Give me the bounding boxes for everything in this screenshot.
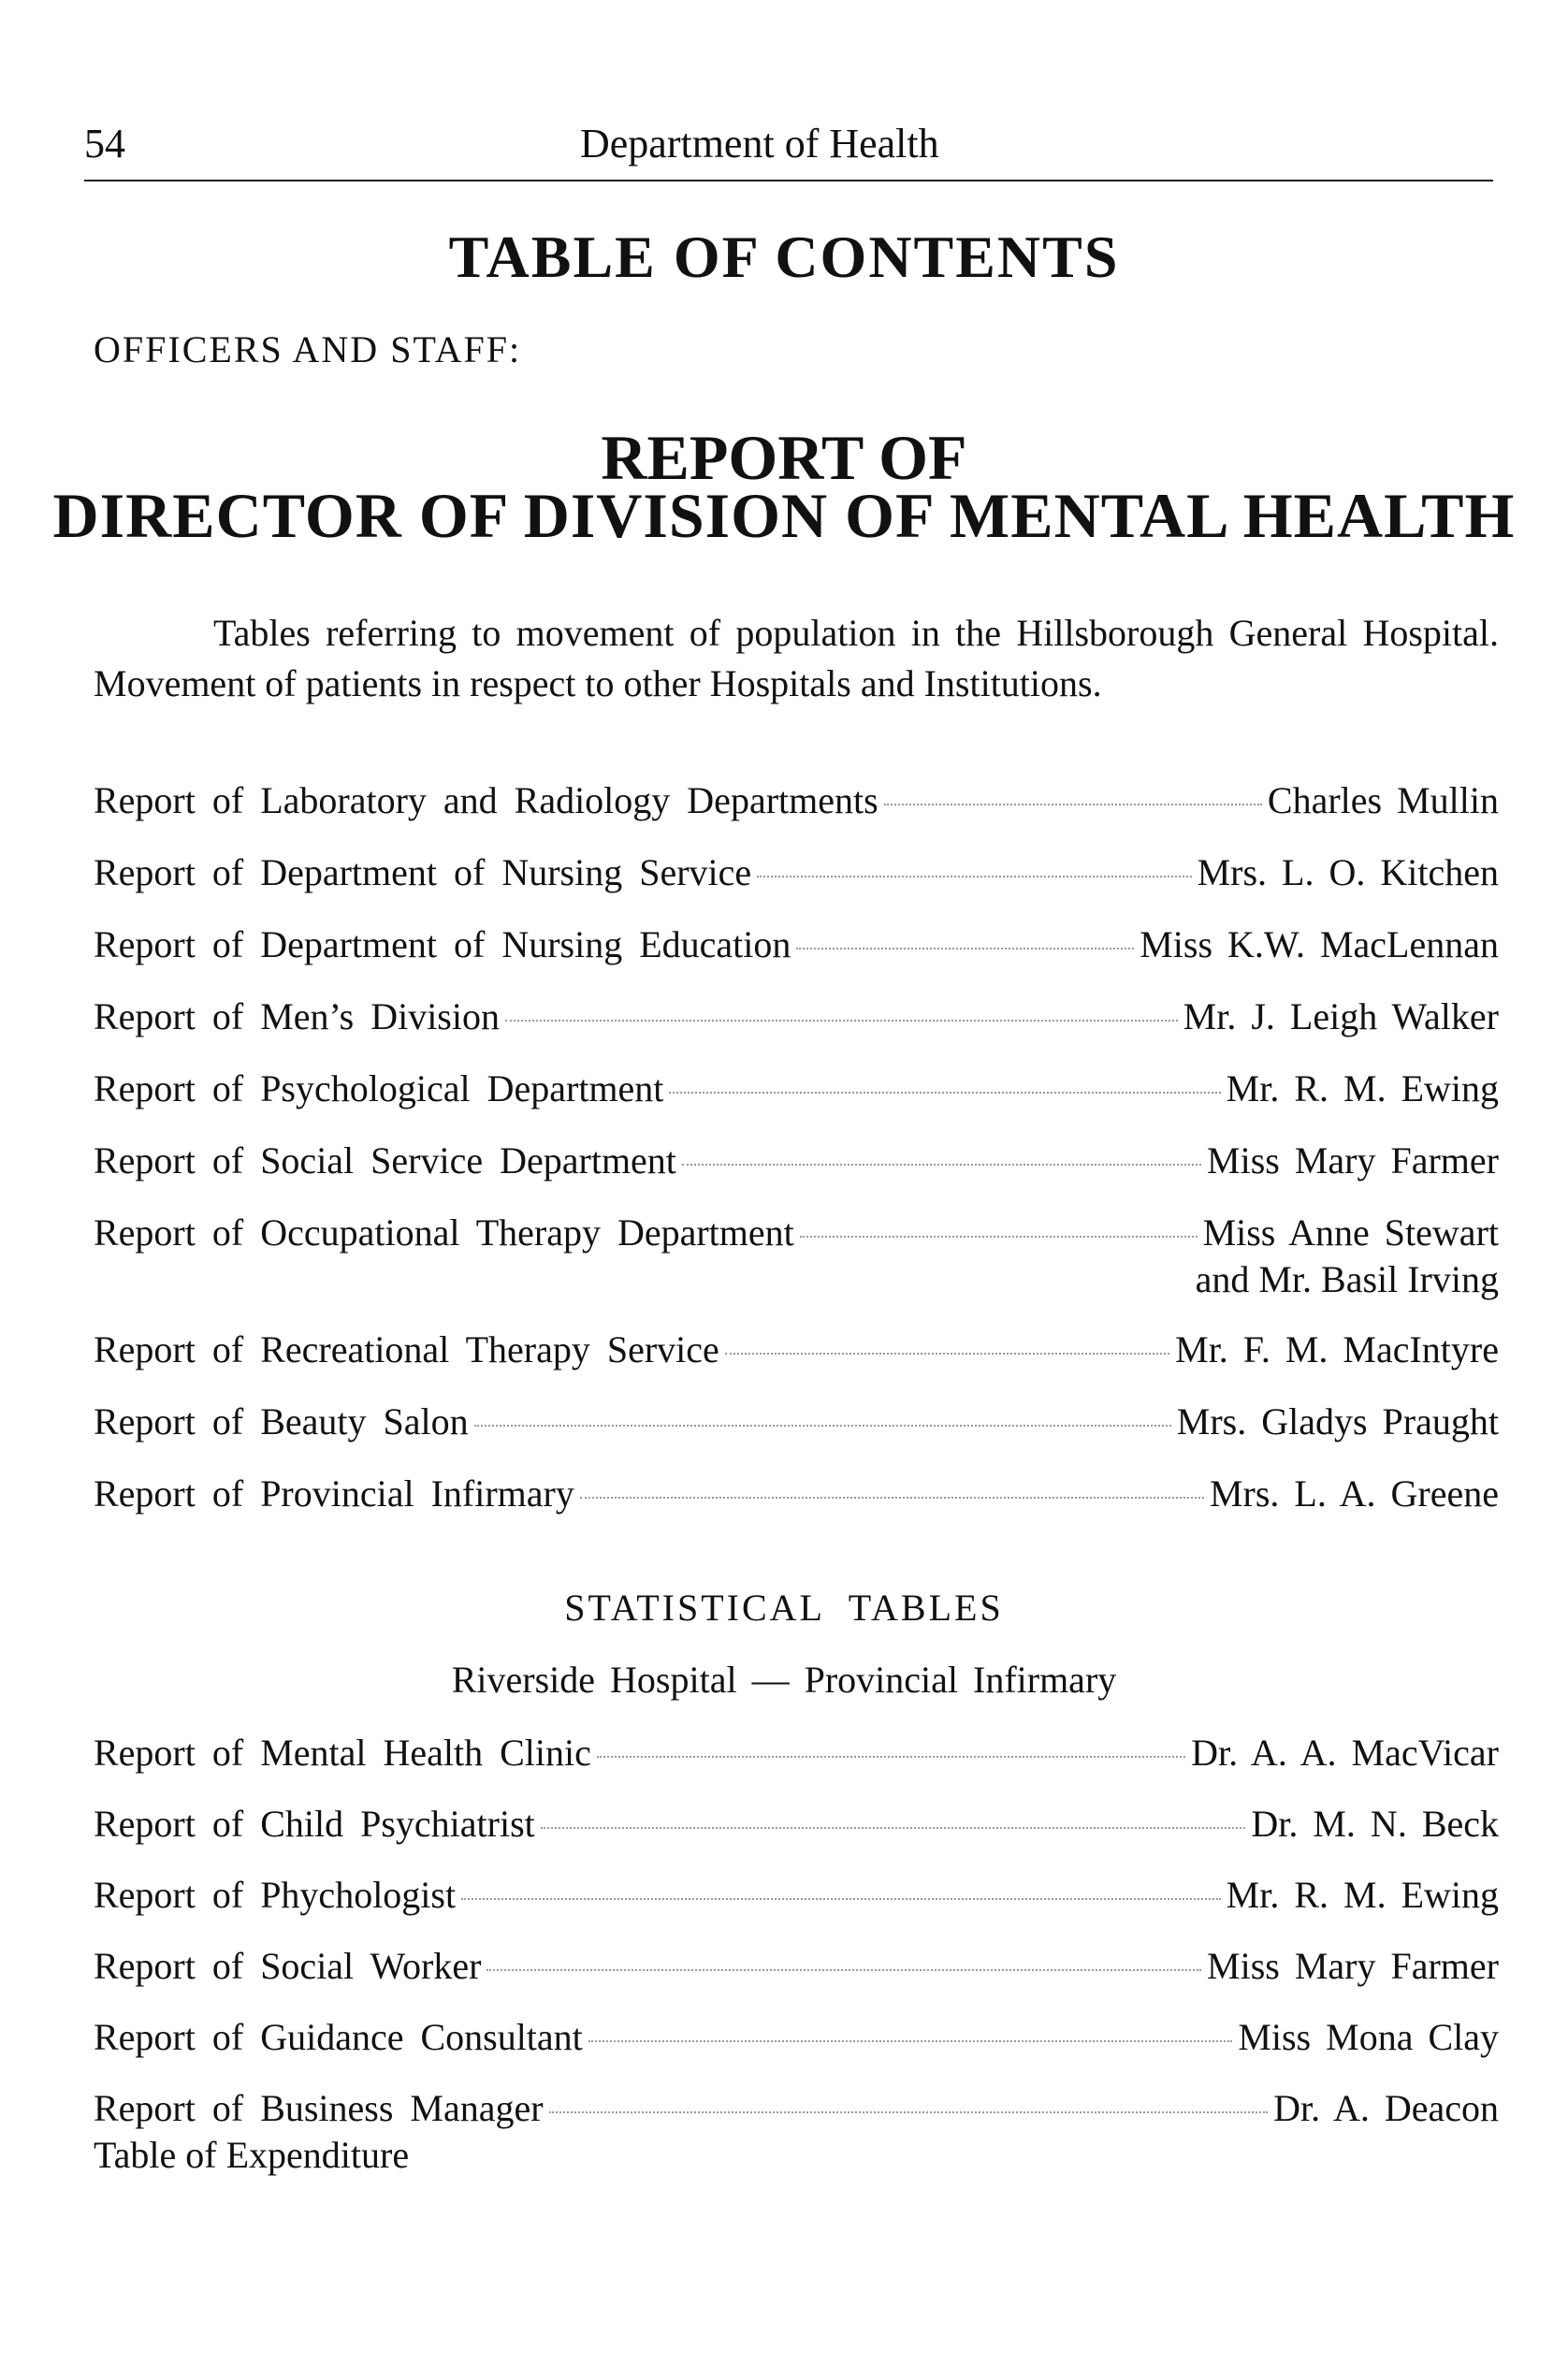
entry-author: Miss Mona Clay: [1238, 2016, 1499, 2058]
statistical-reports-list: [94, 1729, 1499, 2178]
entry-title: Report of Mental Health Clinic: [94, 1732, 591, 1774]
entry-author: Mrs. L. A. Greene: [1209, 1472, 1499, 1515]
intro-text: Tables referring to movement of population in the Hillsborough General Hospital. Movement of patients in respect to other Hospitals and Institutions.: [94, 612, 1499, 704]
toc-title: TABLE OF CONTENTS: [448, 224, 1120, 290]
entry-author: Charles Mullin: [1267, 779, 1499, 821]
entry-author: Miss Mary Farmer: [1207, 1945, 1499, 1987]
dot-leader: [757, 876, 1191, 877]
dot-leader: [474, 1425, 1171, 1427]
entry-title: Report of Laboratory and Radiology Departments: [94, 779, 878, 821]
dot-leader: [796, 948, 1134, 950]
entry-author: Dr. M. N. Beck: [1251, 1803, 1499, 1845]
entry-author: Miss Mary Farmer: [1207, 1139, 1499, 1182]
entry-author: Mrs. L. O. Kitchen: [1197, 851, 1499, 893]
entry-title: Report of Men’s Division: [94, 995, 500, 1037]
entry-title: Report of Social Worker: [94, 1945, 482, 1987]
entry-title: Report of Provincial Infirmary: [94, 1472, 574, 1515]
toc-entry: [94, 776, 1499, 825]
toc-entry: [94, 1065, 1499, 1113]
report-heading-line1: REPORT OF: [601, 422, 967, 493]
table-of-expenditure: Table of Expenditure: [94, 2134, 410, 2176]
entry-author: Dr. A. A. MacVicar: [1191, 1732, 1499, 1774]
dot-leader: [549, 2111, 1269, 2113]
dot-leader: [541, 1827, 1246, 1829]
toc-entry: [94, 993, 1499, 1041]
entry-title: Report of Beauty Salon: [94, 1400, 469, 1443]
toc-entry: [94, 2013, 1499, 2062]
dot-leader: [669, 1092, 1220, 1094]
toc-entry: [94, 1942, 1499, 1991]
entry-author: Mr. R. M. Ewing: [1226, 1874, 1499, 1916]
entry-title: Report of Recreational Therapy Service: [94, 1328, 719, 1370]
toc-entry: [94, 1800, 1499, 1849]
entry-author: Mr. J. Leigh Walker: [1183, 995, 1499, 1037]
entry-title: Report of Department of Nursing Service: [94, 851, 752, 893]
entry-author: Miss Anne Stewart: [1202, 1211, 1499, 1254]
entry-title: Report of Guidance Consultant: [94, 2016, 583, 2058]
report-heading-line2: DIRECTOR OF DIVISION OF MENTAL HEALTH: [52, 480, 1516, 551]
toc-entry: [94, 1871, 1499, 1920]
entry-title: Report of Occupational Therapy Department: [94, 1211, 794, 1254]
toc-entry: [94, 1137, 1499, 1185]
entry-author: Mr. R. M. Ewing: [1226, 1067, 1499, 1109]
toc-entry: [94, 1209, 1499, 1302]
toc-entry: [94, 848, 1499, 897]
entry-author: Miss K.W. MacLennan: [1140, 923, 1499, 965]
entry-title: Report of Psychological Department: [94, 1067, 664, 1109]
statistical-tables-subtitle: Riverside Hospital — Provincial Infirmary: [451, 1659, 1117, 1701]
dot-leader: [588, 2040, 1233, 2042]
toc-entry: [94, 1326, 1499, 1374]
entry-title: Report of Business Manager: [94, 2087, 544, 2129]
dot-leader: [884, 804, 1262, 805]
dot-leader: [725, 1353, 1169, 1355]
header-rule: [84, 180, 1493, 181]
reports-list: [94, 776, 1499, 1542]
officers-label: OFFICERS AND STAFF:: [94, 328, 522, 370]
entry-author: Mr. F. M. MacIntyre: [1175, 1328, 1499, 1370]
dot-leader: [486, 1969, 1201, 1971]
dot-leader: [580, 1497, 1204, 1499]
entry-author: Mrs. Gladys Praught: [1176, 1400, 1499, 1443]
toc-entry: [94, 1729, 1499, 1777]
dot-leader: [800, 1236, 1198, 1238]
toc-entry: [94, 2084, 1499, 2133]
entry-author: Dr. A. Deacon: [1273, 2087, 1499, 2129]
toc-entry: [94, 921, 1499, 969]
page-number: 54: [84, 121, 125, 167]
running-title: Department of Health: [580, 121, 939, 167]
statistical-tables-title: STATISTICAL TABLES: [564, 1587, 1004, 1629]
intro-paragraph: [94, 608, 1499, 709]
dot-leader: [505, 1020, 1178, 1022]
entry-author-continued: and Mr. Basil Irving: [1195, 1258, 1499, 1300]
dot-leader: [682, 1164, 1201, 1166]
entry-title: Report of Phychologist: [94, 1874, 457, 1916]
entry-row: [94, 1209, 1499, 1257]
running-head: [84, 120, 1497, 176]
entry-title: Report of Social Service Department: [94, 1139, 676, 1182]
dot-leader: [597, 1756, 1185, 1758]
dot-leader: [461, 1898, 1221, 1900]
toc-entry: [94, 1470, 1499, 1518]
toc-entry: [94, 1398, 1499, 1446]
entry-title: Report of Child Psychiatrist: [94, 1803, 535, 1845]
entry-title: Report of Department of Nursing Education: [94, 923, 791, 965]
